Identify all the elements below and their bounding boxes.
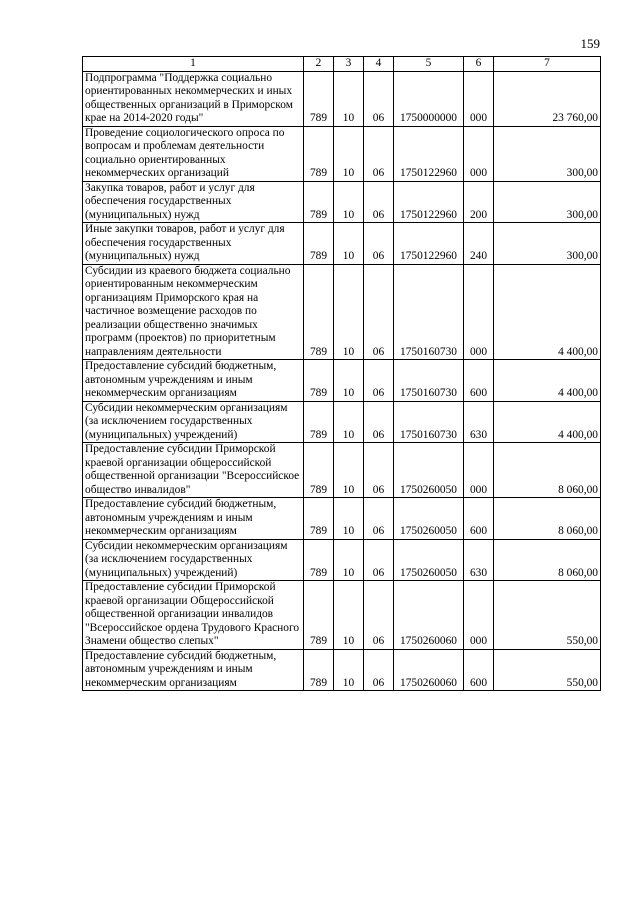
cell-expense-type: 000 [464, 71, 494, 126]
row-description: Иные закупки товаров, работ и услуг для обеспечения государственных (муниципальных) нужд [83, 223, 304, 265]
table-row [83, 401, 601, 443]
row-description: Предоставление субсидии Приморской краевой организации Общероссийской общественной организации инвалидов "Всероссийское ордена Трудового Красного Знамени общество слепых" [83, 581, 304, 650]
cell-amount: 300,00 [494, 181, 601, 223]
cell-target-article: 1750122960 [394, 181, 464, 223]
cell-ministry-code: 789 [304, 264, 334, 360]
cell-target-article: 1750260050 [394, 539, 464, 581]
cell-ministry-code: 789 [304, 581, 334, 650]
table-row [83, 71, 601, 126]
row-description: Закупка товаров, работ и услуг для обеспечения государственных (муниципальных) нужд [83, 181, 304, 223]
table-header-row [83, 57, 601, 72]
cell-ministry-code: 789 [304, 498, 334, 540]
cell-expense-type: 630 [464, 539, 494, 581]
cell-expense-type: 600 [464, 649, 494, 691]
cell-subsection-code: 06 [364, 581, 394, 650]
cell-subsection-code: 06 [364, 443, 394, 498]
column-header: 3 [334, 57, 364, 72]
cell-expense-type: 000 [464, 264, 494, 360]
row-description: Предоставление субсидий бюджетным, автономным учреждениям и иным некоммерческим организациям [83, 498, 304, 540]
cell-amount: 4 400,00 [494, 360, 601, 402]
cell-section-code: 10 [334, 498, 364, 540]
cell-target-article: 1750160730 [394, 401, 464, 443]
cell-amount: 8 060,00 [494, 498, 601, 540]
column-header: 1 [83, 57, 304, 72]
cell-amount: 4 400,00 [494, 264, 601, 360]
cell-target-article: 1750260050 [394, 443, 464, 498]
cell-ministry-code: 789 [304, 401, 334, 443]
cell-ministry-code: 789 [304, 181, 334, 223]
column-header: 6 [464, 57, 494, 72]
cell-amount: 8 060,00 [494, 539, 601, 581]
cell-target-article: 1750260050 [394, 498, 464, 540]
cell-target-article: 1750160730 [394, 264, 464, 360]
column-header: 5 [394, 57, 464, 72]
table-row [83, 581, 601, 650]
cell-expense-type: 240 [464, 223, 494, 265]
cell-expense-type: 200 [464, 181, 494, 223]
column-header: 2 [304, 57, 334, 72]
cell-section-code: 10 [334, 581, 364, 650]
cell-ministry-code: 789 [304, 539, 334, 581]
row-description: Предоставление субсидии Приморской краевой организации общероссийской общественной организации "Всероссийское общество инвалидов" [83, 443, 304, 498]
cell-section-code: 10 [334, 539, 364, 581]
cell-section-code: 10 [334, 181, 364, 223]
cell-subsection-code: 06 [364, 264, 394, 360]
cell-expense-type: 600 [464, 360, 494, 402]
cell-ministry-code: 789 [304, 443, 334, 498]
cell-section-code: 10 [334, 649, 364, 691]
table-row [83, 360, 601, 402]
cell-amount: 550,00 [494, 581, 601, 650]
row-description: Предоставление субсидий бюджетным, автономным учреждениям и иным некоммерческим организациям [83, 360, 304, 402]
cell-ministry-code: 789 [304, 649, 334, 691]
cell-subsection-code: 06 [364, 401, 394, 443]
cell-subsection-code: 06 [364, 126, 394, 181]
table-row [83, 539, 601, 581]
cell-target-article: 1750260060 [394, 581, 464, 650]
table-row [83, 181, 601, 223]
cell-subsection-code: 06 [364, 223, 394, 265]
row-description: Проведение социологического опроса по вопросам и проблемам деятельности социально ориентированных некоммерческих организаций [83, 126, 304, 181]
cell-section-code: 10 [334, 264, 364, 360]
row-description: Подпрограмма "Поддержка социально ориентированных некоммерческих и иных общественных организаций в Приморском крае на 2014-2020 годы" [83, 71, 304, 126]
column-header: 4 [364, 57, 394, 72]
cell-section-code: 10 [334, 71, 364, 126]
cell-expense-type: 000 [464, 126, 494, 181]
table-row [83, 223, 601, 265]
cell-ministry-code: 789 [304, 360, 334, 402]
cell-subsection-code: 06 [364, 649, 394, 691]
cell-subsection-code: 06 [364, 360, 394, 402]
cell-section-code: 10 [334, 126, 364, 181]
cell-section-code: 10 [334, 401, 364, 443]
cell-amount: 550,00 [494, 649, 601, 691]
cell-expense-type: 000 [464, 443, 494, 498]
cell-target-article: 1750160730 [394, 360, 464, 402]
cell-amount: 300,00 [494, 126, 601, 181]
cell-amount: 23 760,00 [494, 71, 601, 126]
cell-expense-type: 630 [464, 401, 494, 443]
table-row [83, 443, 601, 498]
row-description: Предоставление субсидий бюджетным, автономным учреждениям и иным некоммерческим организациям [83, 649, 304, 691]
cell-amount: 300,00 [494, 223, 601, 265]
cell-target-article: 1750122960 [394, 126, 464, 181]
row-description: Субсидии из краевого бюджета социально ориентированным некоммерческим организациям Приморского края на частичное возмещение расходов по реализации общественно значимых программ (проектов) по приоритетным направлениям деятельности [83, 264, 304, 360]
table-row [83, 498, 601, 540]
cell-expense-type: 000 [464, 581, 494, 650]
cell-subsection-code: 06 [364, 181, 394, 223]
page-number: 159 [580, 36, 600, 51]
cell-amount: 8 060,00 [494, 443, 601, 498]
cell-target-article: 1750122960 [394, 223, 464, 265]
cell-ministry-code: 789 [304, 223, 334, 265]
budget-table [82, 56, 601, 691]
cell-subsection-code: 06 [364, 498, 394, 540]
cell-amount: 4 400,00 [494, 401, 601, 443]
cell-subsection-code: 06 [364, 539, 394, 581]
table-row [83, 126, 601, 181]
column-header: 7 [494, 57, 601, 72]
row-description: Субсидии некоммерческим организациям (за исключением государственных (муниципальных) учреждений) [83, 539, 304, 581]
table-row [83, 649, 601, 691]
cell-section-code: 10 [334, 360, 364, 402]
cell-section-code: 10 [334, 443, 364, 498]
cell-section-code: 10 [334, 223, 364, 265]
cell-ministry-code: 789 [304, 126, 334, 181]
cell-target-article: 1750260060 [394, 649, 464, 691]
cell-subsection-code: 06 [364, 71, 394, 126]
cell-target-article: 1750000000 [394, 71, 464, 126]
table-row [83, 264, 601, 360]
cell-expense-type: 600 [464, 498, 494, 540]
row-description: Субсидии некоммерческим организациям (за исключением государственных (муниципальных) учреждений) [83, 401, 304, 443]
cell-ministry-code: 789 [304, 71, 334, 126]
